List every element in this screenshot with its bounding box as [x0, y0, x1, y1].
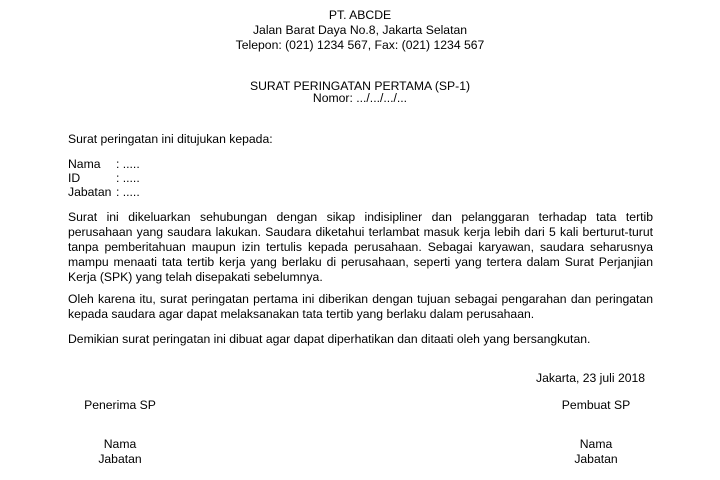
receiver-position: Jabatan [98, 452, 142, 466]
issuer-name: Nama [579, 437, 613, 451]
field-jabatan-value: : ..... [116, 185, 140, 199]
place-date: Jakarta, 23 juli 2018 [536, 371, 646, 385]
body-paragraph-1: Surat ini dikeluarkan sehubungan dengan sikap indisipliner dan pelanggaran terhadap tata tertib perusahaan yang saudara lakukan. Saudara diketahui terlambat masuk kerja lebih dari 5 kali berturut-turut tanpa pemberitahuan maupun izin tertulis kepada perusahaan. Sebagai karyawan, saudara seharusnya mampu menaati tata tertib kerja yang berlaku di perusahaan, seperti yang tertera dalam Surat Perjanjian Kerja (SPK) yang telah disepakati sebelumnya. [68, 210, 653, 284]
body-paragraph-2: Oleh karena itu, surat peringatan pertama ini diberikan dengan tujuan sebagai pengarahan dan peringatan kepada saudara agar dapat melaksanakan tata tertib yang berlaku dalam perusahaan. [68, 292, 653, 321]
company-name: PT. ABCDE [328, 8, 392, 22]
field-jabatan-label: Jabatan [68, 185, 112, 199]
body-paragraph-3: Demikian surat peringatan ini dibuat agar dapat diperhatikan dan ditaati oleh yang bersangkutan. [68, 332, 591, 346]
field-id-value: : ..... [116, 171, 140, 185]
company-address: Jalan Barat Daya No.8, Jakarta Selatan [252, 23, 468, 37]
issuer-position: Jabatan [574, 452, 618, 466]
receiver-name: Nama [103, 437, 137, 451]
addressee-intro: Surat peringatan ini ditujukan kepada: [68, 132, 273, 146]
letter-title: SURAT PERINGATAN PERTAMA (SP-1) [249, 79, 471, 93]
issuer-role: Pembuat SP [561, 398, 631, 412]
company-contact: Telepon: (021) 1234 567, Fax: (021) 1234 567 [235, 38, 485, 52]
letter-number: Nomor: .../.../.../... [312, 91, 408, 105]
field-name-label: Nama [68, 157, 101, 171]
field-id-label: ID [68, 171, 81, 185]
field-name-value: : ..... [116, 157, 140, 171]
receiver-role: Penerima SP [84, 398, 156, 412]
